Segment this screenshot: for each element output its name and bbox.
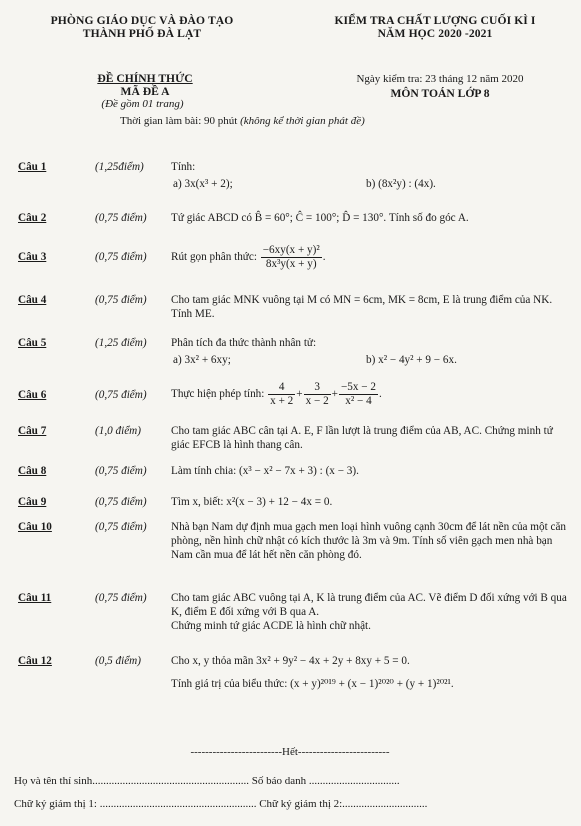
question-text: Cho tam giác ABC vuông tại A, K là trung điểm của AC. Vẽ điểm D đối xứng với B qua K, điểm E đối xứng với B qua A. <box>171 592 567 618</box>
question-label: Câu 7 <box>18 425 47 437</box>
question-label: Câu 3 <box>18 251 47 263</box>
question-label: Câu 4 <box>18 294 47 306</box>
question-points: (0,75 điểm) <box>95 496 147 508</box>
question-label: Câu 10 <box>18 521 52 533</box>
question-points: (0,75 điểm) <box>95 212 147 224</box>
question-points: (0,5 điểm) <box>95 655 141 667</box>
question-label: Câu 9 <box>18 496 47 508</box>
question-text: Tứ giác ABCD có B̂ = 60°; Ĉ = 100°; D̂ = 130°. Tính số đo góc A. <box>171 212 469 224</box>
question-points: (0,75 điểm) <box>95 294 147 306</box>
question-label: Câu 6 <box>18 389 47 401</box>
fraction <box>304 381 331 408</box>
question-text: Phân tích đa thức thành nhân tử: <box>171 337 317 349</box>
part-a: a) 3x(x³ + 2); <box>173 178 233 190</box>
question-text: Nhà bạn Nam dự định mua gạch men loại hình vuông cạnh 30cm để lát nền của một căn phòng, nền hình chữ nhật có kích thước là 3m và 9m. Tính số viên gạch men nhà bạn Nam cần mua để lát hết nền căn phòng đó. <box>171 521 567 561</box>
date-block <box>315 73 565 100</box>
question-text: Thực hiện phép tính: <box>171 388 265 401</box>
fraction-numerator: −6xy(x + y)² <box>262 244 320 256</box>
question-label: Câu 12 <box>18 655 52 667</box>
candidate-line <box>14 775 400 787</box>
question-text: Rút gọn phân thức: <box>171 251 257 264</box>
fraction <box>261 244 322 271</box>
department-header <box>18 14 266 40</box>
time-line <box>120 115 480 127</box>
question-text: Tính: <box>171 161 196 173</box>
end-marker: -------------------------Hết------------------------- <box>190 746 390 758</box>
city-name: THÀNH PHỐ ĐÀ LẠT <box>82 27 202 40</box>
question-points: (0,75 điểm) <box>95 521 147 533</box>
question-text: Cho tam giác ABC cân tại A. E, F lần lượt là trung điểm của AB, AC. Chứng minh tứ giác EFCB là hình thang cân. <box>171 425 553 451</box>
time-note: (không kể thời gian phát đề) <box>240 115 365 127</box>
question-points: (0,75 điểm) <box>95 592 147 604</box>
question-label: Câu 1 <box>18 161 47 173</box>
part-b: b) (8x²y) : (4x). <box>366 178 436 190</box>
official-label: ĐỀ CHÍNH THỨC <box>97 72 193 85</box>
page-count: (Đề gồm 01 trang) <box>101 98 184 110</box>
official-block <box>70 72 220 98</box>
fraction-denominator: 8x³y(x + y) <box>265 258 317 270</box>
exam-title-header <box>300 14 570 40</box>
exam-date: Ngày kiểm tra: 23 tháng 12 năm 2020 <box>356 73 524 85</box>
question-text: Tìm x, biết: x²(x − 3) + 12 − 4x = 0. <box>171 496 333 508</box>
fraction-numerator: 4 <box>268 381 295 395</box>
question-label: Câu 11 <box>18 592 52 604</box>
fraction-denominator: x − 2 <box>305 395 329 407</box>
question-points: (0,75 điểm) <box>95 465 147 477</box>
fraction <box>268 381 295 408</box>
fraction-numerator: 3 <box>304 381 331 395</box>
exam-code: MÃ ĐỀ A <box>120 85 170 98</box>
time-limit: Thời gian làm bài: 90 phút <box>120 115 238 127</box>
fraction-denominator: x + 2 <box>270 395 294 407</box>
supervisor-1-signature: Chữ ký giám thị 1: ......................................................... <box>14 798 257 810</box>
question-text-2: Chứng minh tứ giác ACDE là hình chữ nhật. <box>171 620 371 632</box>
supervisor-2-signature: Chữ ký giám thị 2:............................... <box>259 798 428 810</box>
part-a: a) 3x² + 6xy; <box>173 354 231 366</box>
question-points: (1,25 điểm) <box>95 337 147 349</box>
candidate-name-field: Họ và tên thí sinh......................................................... <box>14 775 249 787</box>
department-name: PHÒNG GIÁO DỤC VÀ ĐÀO TẠO <box>50 14 234 27</box>
question-text: Làm tính chia: (x³ − x² − 7x + 3) : (x − 3). <box>171 465 359 477</box>
part-b: b) x² − 4y² + 9 − 6x. <box>366 354 457 366</box>
exam-page: PHÒNG GIÁO DỤC VÀ ĐÀO TẠO THÀNH PHỐ ĐÀ LẠT KIỂM TRA CHẤT LƯỢNG CUỐI KÌ I NĂM HỌC 2020 -2021 ĐỀ CHÍNH THỨC MÃ ĐỀ A (Đề gồm 01 trang) Ngày kiểm tra: 23 tháng 12 năm 2020 MÔN TOÁN LỚP 8 Thời gian làm bài: 90 phút (không kể thời gian phát đề) Câu 1 (1,25điểm) Tính: a) 3x(x³ + 2); b) (8x²y) : (4x). Câu 2 (0,75 điểm) Tứ giác ABCD có B̂ = 60°; Ĉ = 100°; D̂ = 130°. Tính số đo góc A. Câu 3 (0,75 điểm) Rút gọn phân thức: $\frac{\text{−6xy(x + y)²}}{\text{8x³y(x + y)}}$ . Câu 4 (0,75 điểm) Cho tam giác MNK vuông tại M có MN = 6cm, MK = 8cm, E là trung điểm của NK. Tính ME. Câu 5 (1,25 điểm) Phân tích đa thức thành nhân tử: a) 3x² + 6xy; b) x² − 4y² + 9 − 6x. Câu 6 (0,75 điểm) Thực hiện phép tính: $\frac{4}{x + 2}$ + $\frac{3}{x - 2}$ + $\frac{-5x - 2}{\text{x² − 4}}$ . Câu 7 (1,0 điểm) Cho tam giác ABC cân tại A. E, F lần lượt là trung điểm của AB, AC. Chứng minh tứ giác EFCB là hình thang cân. Câu 8 (0,75 điểm) Làm tính chia: (x³ − x² − 7x + 3) : (x − 3). Câu 9 (0,75 điểm) Tìm x, biết: x²(x − 3) + 12 − 4x = 0. Câu 10 (0,75 điểm) Nhà bạn Nam dự định mua gạch men loại hình vuông cạnh 30cm để lát nền của một căn phòng, nền hình chữ nhật có kích thước là 3m và 9m. Tính số viên gạch men nhà bạn Nam cần mua để lát hết nền căn phòng đó. Câu 11 (0,75 điểm) Cho tam giác ABC vuông tại A, K là trung điểm của AC. Vẽ điểm D đối xứng với B qua K, điểm E đối xứng với B qua A. Chứng minh tứ giác ACDE là hình chữ nhật. Câu 12 (0,5 điểm) Cho x, y thỏa mãn 3x² + 9y² − 4x + 2y + 8xy + 5 = 0. Tính giá trị của biểu thức: (x + y)²⁰¹⁹ + (x − 1)²⁰²⁰ + (y + 1)²⁰²¹. -------------------------Hết------------------------- Họ và tên thí sinh......................................................... Số báo danh ................................. Chữ ký giám thị 1: ......................................................... Chữ ký giám thị 2:............................... <box>0 0 581 826</box>
fraction <box>339 381 378 408</box>
question-points: (1,0 điểm) <box>95 425 141 437</box>
fraction-numerator: −5x − 2 <box>340 381 376 393</box>
subject: MÔN TOÁN LỚP 8 <box>390 87 490 100</box>
question-label: Câu 8 <box>18 465 47 477</box>
question-text-2: Tính giá trị của biểu thức: (x + y)²⁰¹⁹ + (x − 1)²⁰²⁰ + (y + 1)²⁰²¹. <box>171 678 454 690</box>
question-points: (0,75 điểm) <box>95 389 147 401</box>
school-year: NĂM HỌC 2020 -2021 <box>377 27 493 40</box>
question-points: (0,75 điểm) <box>95 251 147 263</box>
question-points: (1,25điểm) <box>95 161 144 173</box>
question-label: Câu 5 <box>18 337 47 349</box>
question-label: Câu 2 <box>18 212 47 224</box>
fraction-denominator: x² − 4 <box>345 395 372 407</box>
candidate-number-field: Số báo danh ................................. <box>251 775 400 787</box>
signature-line <box>14 798 427 810</box>
question-text: Cho x, y thỏa mãn 3x² + 9y² − 4x + 2y + 8xy + 5 = 0. <box>171 655 410 667</box>
exam-title: KIỂM TRA CHẤT LƯỢNG CUỐI KÌ I <box>334 14 536 27</box>
question-text: Cho tam giác MNK vuông tại M có MN = 6cm, MK = 8cm, E là trung điểm của NK. Tính ME. <box>171 294 553 320</box>
